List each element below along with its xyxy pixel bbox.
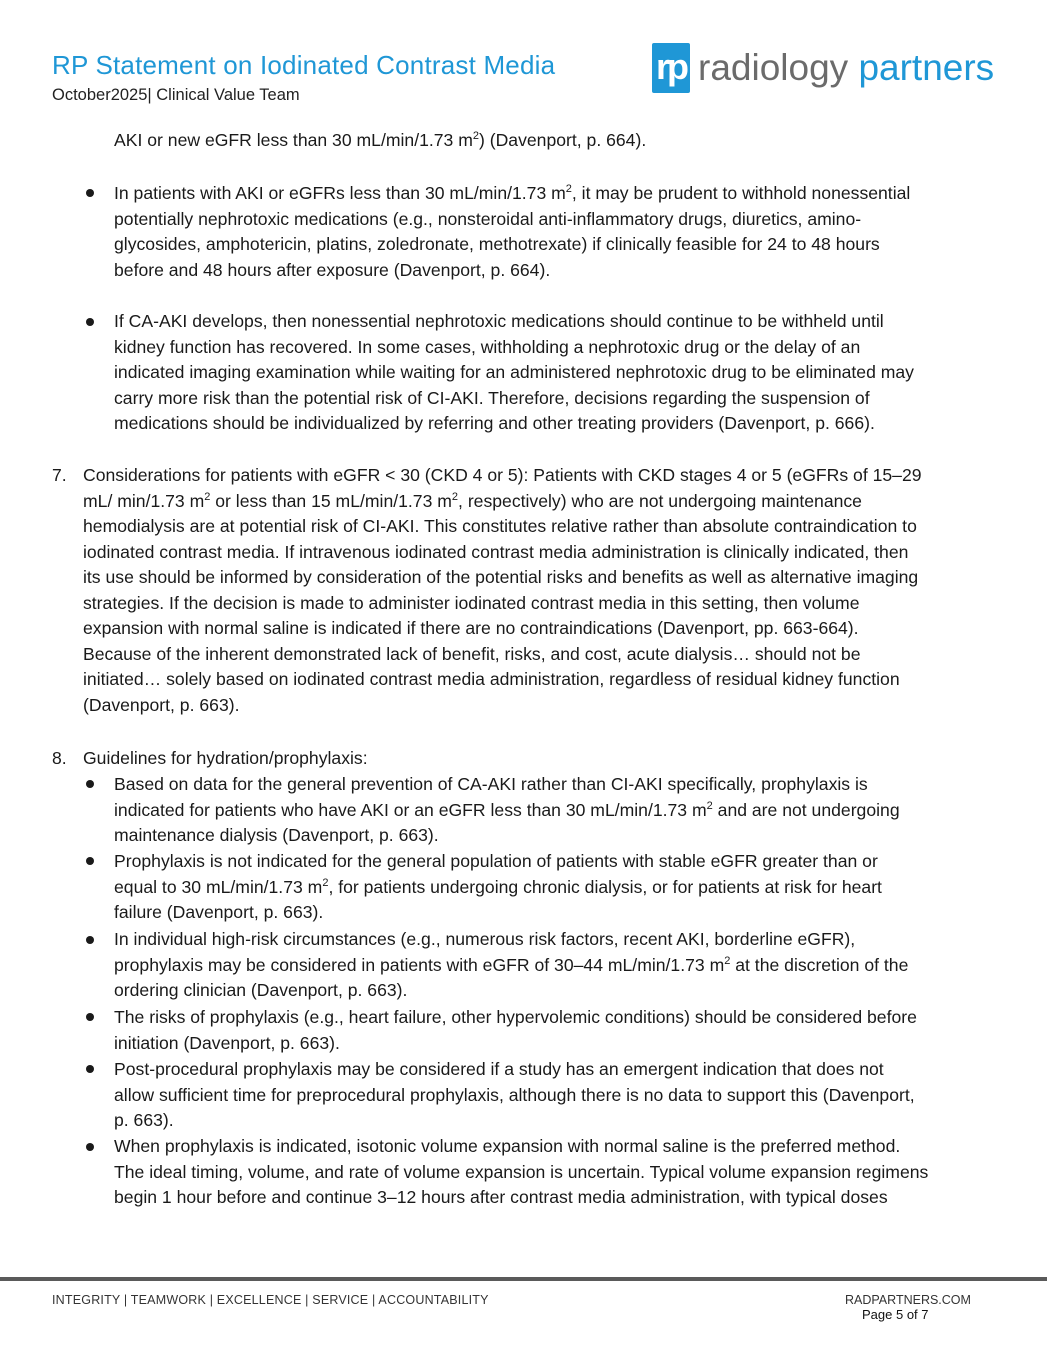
list-item: Post-procedural prophylaxis may be considered if a study has an emergent indication that does not allow sufficient time for preprocedural prophylaxis, although there is no data to support this (Davenport, p. 663). — [114, 1059, 915, 1130]
radiology-partners-logo — [652, 42, 994, 94]
document-title: RP Statement on Iodinated Contrast Media — [52, 50, 556, 80]
bullet-icon — [86, 857, 94, 865]
numbered-item-7: Considerations for patients with eGFR < 30 (CKD 4 or 5): Patients with CKD stages 4 or 5 (eGFRs of 15–29 mL/ min/1.73 $m^2$ or less than 15 mL/min/1.73 $m^2$, respectively) who are not undergoing maintenance hemodialysis are at potential risk of CI-AKI. This constitutes relative rather than absolute contraindication to iodinated contrast media. If intravenous iodinated contrast media administration is clinically indicated, then its use should be informed by consideration of the potential risks and benefits as well as alternative imaging strategies. If the decision is made to administer iodinated contrast media in this setting, then volume expansion with normal saline is indicated if there are no contraindications (Davenport, pp. 663-664). Because of the inherent demonstrated lack of benefit, risks, and cost, acute dialysis… should not be initiated… solely based on iodinated contrast media administration, regardless of residual kidney function (Davenport, p. 663). — [83, 465, 922, 715]
footer-divider — [0, 1277, 1047, 1281]
bullet-icon — [86, 780, 94, 788]
bullet-icon — [86, 1013, 94, 1021]
footer-website: RADPARTNERS.COM — [845, 1293, 971, 1307]
bullet-icon — [86, 936, 94, 944]
bullet-icon — [86, 189, 94, 197]
page-number: Page 5 of 7 — [862, 1307, 929, 1322]
list-number: 8. — [52, 748, 67, 768]
list-item: Based on data for the general prevention of CA-AKI rather than CI-AKI specifically, prophylaxis is indicated for patients who have AKI or an eGFR less than 30 mL/min/1.73 $m^2$ and are not undergoing maintenance dialysis (Davenport, p. 663). — [114, 774, 900, 845]
list-item: Prophylaxis is not indicated for the general population of patients with stable eGFR greater than or equal to 30 mL/min/1.73 $m^2$, for patients undergoing chronic dialysis, or for patients at risk for heart failure (Davenport, p. 663). — [114, 851, 882, 922]
logo-wordmark: radiology partners — [698, 47, 995, 88]
document-subtitle: October2025| Clinical Value Team — [52, 86, 300, 104]
numbered-item-8-heading: Guidelines for hydration/prophylaxis: — [83, 748, 368, 768]
logo-mark-icon: rp — [652, 43, 690, 93]
bullet-icon — [86, 318, 94, 326]
list-item: The risks of prophylaxis (e.g., heart failure, other hypervolemic conditions) should be considered before initiation (Davenport, p. 663). — [114, 1007, 917, 1053]
continued-text: AKI or new eGFR less than 30 mL/min/1.73 $m^2$) (Davenport, p. 664). — [114, 130, 647, 150]
list-item: In patients with AKI or eGFRs less than 30 mL/min/1.73 $m^2$, it may be prudent to withhold nonessential potentially nephrotoxic medications (e.g., nonsteroidal anti-inflammatory drugs, diuretics, amino- glycosides, amphotericin, platins, zoledronate, methotrexate) if clinically feasible for 24 to 48 hours before and 48 hours after exposure (Davenport, p. 664). — [114, 183, 911, 280]
footer-values: INTEGRITY | TEAMWORK | EXCELLENCE | SERVICE | ACCOUNTABILITY — [52, 1293, 489, 1307]
bullet-icon — [86, 1065, 94, 1073]
list-item: When prophylaxis is indicated, isotonic volume expansion with normal saline is the preferred method. The ideal timing, volume, and rate of volume expansion is uncertain. Typical volume expansion regimens begin 1 hour before and continue 3–12 hours after contrast media administration, with typical doses — [114, 1136, 929, 1207]
bullet-icon — [86, 1143, 94, 1151]
list-number: 7. — [52, 465, 67, 485]
list-item: If CA-AKI develops, then nonessential nephrotoxic medications should continue to be withheld until kidney function has recovered. In some cases, withholding a nephrotoxic drug or the delay of an indicated imaging examination while waiting for an administered nephrotoxic drug to be eliminated may carry more risk than the potential risk of CI-AKI. Therefore, decisions regarding the suspension of medications should be individualized by referring and other treating providers (Davenport, p. 666). — [114, 311, 914, 433]
list-item: In individual high-risk circumstances (e.g., numerous risk factors, recent AKI, borderline eGFR), prophylaxis may be considered in patients with eGFR of 30–44 mL/min/1.73 $m^2$ at the discretion of the ordering clinician (Davenport, p. 663). — [114, 929, 909, 1000]
